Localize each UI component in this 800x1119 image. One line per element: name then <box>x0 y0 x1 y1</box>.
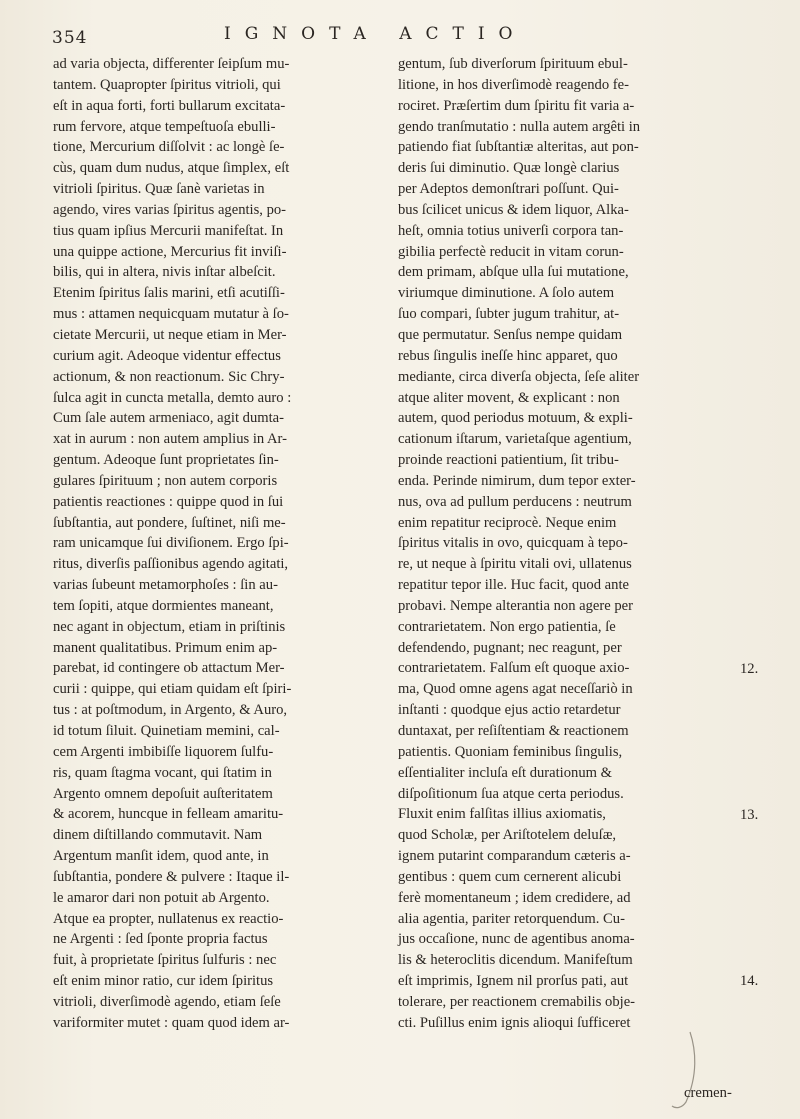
left-text-line: agendo, vires varias ſpiritus agentis, po- <box>53 201 287 218</box>
right-text-line: dem primam, abſque ulla ſui mutatione, <box>398 264 629 281</box>
right-text-line: rociret. Præſertim dum ſpiritu fit varia a- <box>398 97 635 114</box>
left-text-line: nec agant in objectum, etiam in priſtinis <box>53 618 286 635</box>
right-text-line: duntaxat, per reſiſtentiam & reactionem <box>398 723 629 739</box>
right-text-line: proinde reactioni patientium, ſit tribu- <box>398 452 619 469</box>
left-text-line: tus : at poſtmodum, in Argento, & Auro, <box>53 702 288 719</box>
right-text-line: per Adeptos demonſtrari poſſunt. Qui- <box>398 181 619 198</box>
left-text-column <box>53 54 379 1034</box>
right-text-line: patientis. Quoniam feminibus ſingulis, <box>398 743 623 760</box>
right-text-line: rebus ſingulis ineſſe hinc apparet, quo <box>398 347 618 364</box>
right-text-column <box>398 54 733 1034</box>
right-text-line: ſpiritus vitalis in ovo, quicquam à tepo- <box>398 535 628 552</box>
right-text-line: re, ut neque à ſpiritu vitali ovi, ullatenus <box>398 556 632 573</box>
right-text-line: bus ſcilicet unicus & idem liquor, Alka- <box>398 201 629 218</box>
left-text-line: gulares ſpirituum ; non autem corporis <box>53 472 278 489</box>
left-text-line: ſubſtantia, aut pondere, ſuſtinet, niſi me- <box>53 514 286 531</box>
left-text-line: bilis, qui in altera, nivis inſtar albeſcit. <box>53 264 276 281</box>
right-text-line: cti. Puſillus enim ignis alioqui ſufficeret <box>398 1014 631 1031</box>
left-text-line: cietate Mercurii, ut neque etiam in Mer- <box>53 326 287 343</box>
left-text-line: ne Argenti : ſed ſponte propria factus <box>53 931 268 948</box>
left-text-line: Argento omnem depoſuit auſteritatem <box>53 785 273 802</box>
right-text-line: gentum, ſub diverſorum ſpirituum ebul- <box>398 56 628 72</box>
left-text-line: ris, quam ſtagma vocant, qui ſtatim in <box>53 764 272 781</box>
left-text-line: tem ſopiti, atque dormientes maneant, <box>53 597 274 614</box>
left-text-line: ad varia objecta, differenter ſeipſum mu- <box>53 56 290 72</box>
right-text-line: gentibus : quem cum cernerent alicubi <box>398 868 622 885</box>
right-text-line: gibilia perfectè reducit in vitam corun- <box>398 243 624 260</box>
left-text-line: eſt in aqua forti, forti bullarum excitata- <box>53 97 286 114</box>
left-text-line: parebat, id contingere ob attactum Mer- <box>53 660 285 677</box>
right-text-line: ignem putarint comparandum cæteris a- <box>398 848 631 865</box>
left-text-line: dinem diſtillando commutavit. Nam <box>53 827 263 844</box>
left-text-line: eſt enim minor ratio, cur idem ſpiritus <box>53 973 274 990</box>
right-text-line: deris ſui diminutio. Quæ longè clarius <box>398 160 620 177</box>
right-text-line: contrarietatem. Falſum eſt quoque axio- <box>398 660 630 677</box>
right-text-line: atque aliter movent, & explicant : non <box>398 389 620 406</box>
margin-note-number: 13. <box>740 806 759 823</box>
left-text-line: le amaror dari non potuit ab Argento. <box>53 889 270 906</box>
right-text-line: defendendo, pugnant; nec reagunt, per <box>398 639 622 656</box>
left-text-line: variformiter mutet : quam quod idem ar- <box>53 1014 290 1031</box>
right-text-line: enim repatitur reciprocè. Neque enim <box>398 514 617 531</box>
right-text-line: patiendo fiat ſubſtantiæ alteritas, aut pon- <box>398 139 639 156</box>
left-text-line: mus : attamen nequicquam mutatur à ſo- <box>53 306 289 323</box>
left-text-line: id totum ſiluit. Quinetiam memini, cal- <box>53 723 280 739</box>
right-text-line: alia agentia, pariter retorquendum. Cu- <box>398 910 625 927</box>
right-text-line: tolerare, per reactionem cremabilis obje- <box>398 993 636 1010</box>
margin-note-number: 12. <box>740 660 759 677</box>
running-head <box>52 24 760 54</box>
right-text-line: autem, quod periodus motuum, & expli- <box>398 410 633 427</box>
left-text-line: cùs, quam dum nudus, atque ſimplex, eſt <box>53 160 290 177</box>
left-text-line: curii : quippe, qui etiam quidam eſt ſpiri- <box>53 681 292 698</box>
left-text-line: & acorem, huncque in felleam amaritu- <box>53 806 284 823</box>
running-head-title: IGNOTA ACTIO <box>224 24 527 44</box>
right-text-line: gendo tranſmutatio : nulla autem argêti in <box>398 118 641 135</box>
right-text-line: viriumque diminutione. A ſolo autem <box>398 285 615 302</box>
left-text-line: Atque ea propter, nullatenus ex reactio- <box>53 910 284 927</box>
right-text-line: probavi. Nempe alterantia non agere per <box>398 597 634 614</box>
left-text-line: tione, Mercurium diſſolvit : ac longè ſe- <box>53 139 285 156</box>
left-text-line: actionum, & non reactionum. Sic Chry- <box>53 368 285 385</box>
catchword: cremen- <box>684 1085 732 1101</box>
right-text-line: nus, ova ad pullum perducens : neutrum <box>398 493 632 510</box>
right-text-line: lis & heteroclitis dicendum. Manifeſtum <box>398 952 633 969</box>
left-text-line: ram unicamque ſui diviſionem. Ergo ſpi- <box>53 535 289 552</box>
margin-note-number: 14. <box>740 973 759 990</box>
right-text-line: mediante, circa diverſa objecta, ſeſe aliter <box>398 368 640 385</box>
left-text-line: vitrioli, diverſimodè agendo, etiam ſeſe <box>53 993 281 1010</box>
left-text-line: tius quam ipſius Mercurii manifeſtat. In <box>53 222 284 239</box>
left-text-line: Etenim ſpiritus ſalis marini, etſi acutiſſi- <box>53 285 285 302</box>
right-text-line: ma, Quod omne agens agat neceſſariò in <box>398 681 633 698</box>
left-text-line: fuit, à proprietate ſpiritus ſulfuris : nec <box>53 952 277 969</box>
left-text-line: manent qualitatibus. Primum enim ap- <box>53 639 278 656</box>
right-text-line: ſuo compari, ſubter jugum trahitur, at- <box>398 306 620 323</box>
right-text-line: litione, in hos diverſimodè reagendo fe- <box>398 76 629 93</box>
left-text-line: Cum ſale autem armeniaco, agit dumta- <box>53 410 284 427</box>
left-text-line: cem Argenti imbibiſſe liquorem ſulfu- <box>53 743 274 760</box>
left-text-line: varias ſubeunt metamorphoſes : ſin au- <box>53 577 278 594</box>
left-text-line: Argentum manſit idem, quod ante, in <box>53 848 269 865</box>
right-text-line: eſſentialiter incluſa eſt durationum & <box>398 764 612 781</box>
left-text-line: vitrioli ſpiritus. Quæ ſanè varietas in <box>53 181 265 198</box>
right-text-line: ferè momentaneum ; idem credidere, ad <box>398 889 631 906</box>
left-text-line: xat in aurum : non autem amplius in Ar- <box>53 431 287 448</box>
left-text-line: ſulca agit in cuncta metalla, demto auro : <box>53 389 292 406</box>
right-text-line: contrarietatem. Non ergo patientia, ſe <box>398 618 616 635</box>
left-text-line: ſubſtantia, pondere & pulvere : Itaque il- <box>53 868 290 885</box>
right-text-line: quod Scholæ, per Ariſtotelem deluſæ, <box>398 827 617 844</box>
right-text-line: repatitur tepor ille. Huc facit, quod ante <box>398 577 629 594</box>
right-text-line: cationum iſtarum, varietaſque agentium, <box>398 431 632 448</box>
right-text-line: eſt imprimis, Ignem nil prorſus pati, aut <box>398 973 629 990</box>
left-text-line: tantem. Quapropter ſpiritus vitrioli, qui <box>53 76 281 93</box>
left-text-line: gentum. Adeoque ſunt proprietates ſin- <box>53 452 279 469</box>
left-text-line: ritus, diverſis paſſionibus agendo agitati, <box>53 556 289 573</box>
right-text-line: inſtanti : quodque ejus actio retardetur <box>398 702 621 719</box>
left-text-line: curium agit. Adeoque videntur effectus <box>53 347 281 364</box>
right-text-line: diſpoſitionum ſua atque certa periodus. <box>398 785 624 802</box>
right-text-line: heſt, omnia totius univerſi corpora tan- <box>398 222 624 239</box>
right-text-line: que permutatur. Senſus nempe quidam <box>398 326 623 343</box>
right-text-line: jus occaſione, nunc de agentibus anoma- <box>398 931 635 948</box>
left-text-line: patientis reactiones : quippe quod in ſui <box>53 493 284 510</box>
right-text-line: enda. Perinde nimirum, dum tepor exter- <box>398 472 636 489</box>
right-text-line: Fluxit enim falſitas illius axiomatis, <box>398 806 606 823</box>
left-text-line: una quippe actione, Mercurius fit inviſi- <box>53 243 287 260</box>
page-number: 354 <box>52 28 88 48</box>
left-text-line: rum fervore, atque tempeſtuoſa ebulli- <box>53 118 276 135</box>
